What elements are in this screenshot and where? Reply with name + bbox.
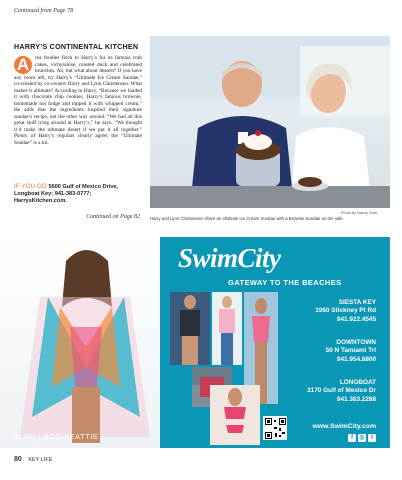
continued-from-label: Continued from Page 78 <box>14 8 73 14</box>
location-name: SIESTA KEY <box>338 299 376 306</box>
location-phone: 941.954.8800 <box>336 355 376 363</box>
qr-code-icon <box>265 418 286 439</box>
social-links <box>348 434 376 442</box>
product-photo-1 <box>170 292 210 365</box>
product-photo-2 <box>212 292 242 365</box>
instagram-icon[interactable]: ◎ <box>359 435 365 441</box>
ad-tagline: GATEWAY TO THE BEACHES <box>228 278 342 287</box>
facebook-icon[interactable]: f <box>348 434 356 442</box>
location-address: 3170 Gulf of Mexico Dr <box>307 387 376 395</box>
article-photo <box>150 36 390 208</box>
photo-credit: Photo by Nancy Guth <box>341 211 378 215</box>
brand-bleu: BLEU <box>14 434 36 441</box>
photo-caption: Harry and Lynn Christensen share an Ultimate Ice Cream Sundae with a Brownie Sundae on the side. <box>150 216 344 221</box>
location-phone: 941.383.2288 <box>336 395 376 403</box>
if-you-go-label: IF YOU GO <box>14 183 47 190</box>
page-footer <box>14 456 52 463</box>
location-name: LONGBOAT <box>339 379 376 386</box>
article-body-text: rea foodies flock to Harry’s for its famous crab cakes, vichyssoise, roasted duck and celebrated brunches. Ah, but what about dessert? If you have any room left, try Harry’s “Ultimate Ice Cream Sundae,” co-created by co-owners Harry and Lynn Christensen. What makes it ultimate? According to Harry, “Because we loaded it with chocolate chip cookies, Harry’s famous brownie, homemade hot fudge and topped it with whipped cream.” He adds that the ingredients inspired their signature sundae’s recipe, not the other way around. “We had all this great stuff lying around at Harry’s,” he says. “We thought it’d make the ultimate desert if we put it all together.” Plenty of Harry’s regulars clearly agree; the “Ultimate Sundae” is a hit. <box>14 55 142 146</box>
model-illustration <box>0 237 160 448</box>
swimcity-ad[interactable] <box>0 237 390 448</box>
page-number: 80 <box>14 456 22 463</box>
qr-code[interactable] <box>263 416 287 440</box>
location-address: 50 N Tamiami Trl <box>325 347 376 355</box>
location-longboat <box>307 379 376 404</box>
magazine-name: KEY LIFE <box>28 457 53 463</box>
brand-rod-beattie: ROD BEATTIE <box>43 434 99 441</box>
if-you-go-info: 5600 Gulf of Mexico Drive, Longboat Key; 941-383-0777; HarrysKitchen.com. <box>14 184 119 204</box>
location-phone: 941.922.4545 <box>336 315 376 323</box>
ad-website-link[interactable]: www.SwimCity.com <box>312 423 376 430</box>
location-name: DOWNTOWN <box>336 339 376 346</box>
drop-cap: A <box>14 56 32 74</box>
photo-illustration <box>150 36 390 208</box>
ad-model-photo <box>0 237 160 448</box>
location-downtown <box>326 339 376 364</box>
location-address: 1960 Stickney Pt Rd <box>315 307 376 315</box>
location-siesta-key <box>315 299 376 324</box>
product-photo-5 <box>210 385 260 445</box>
brand-logos: BLEU | ROD BEATTIE <box>14 434 99 441</box>
continued-on-label: Continued on Page 82 <box>86 214 140 220</box>
article-body <box>14 55 142 146</box>
swimcity-logo: SwimCity <box>178 243 281 273</box>
twitter-icon[interactable]: t <box>368 434 376 442</box>
article-heading: HARRY’S CONTINENTAL KITCHEN <box>14 42 139 51</box>
if-you-go-block <box>14 183 144 205</box>
